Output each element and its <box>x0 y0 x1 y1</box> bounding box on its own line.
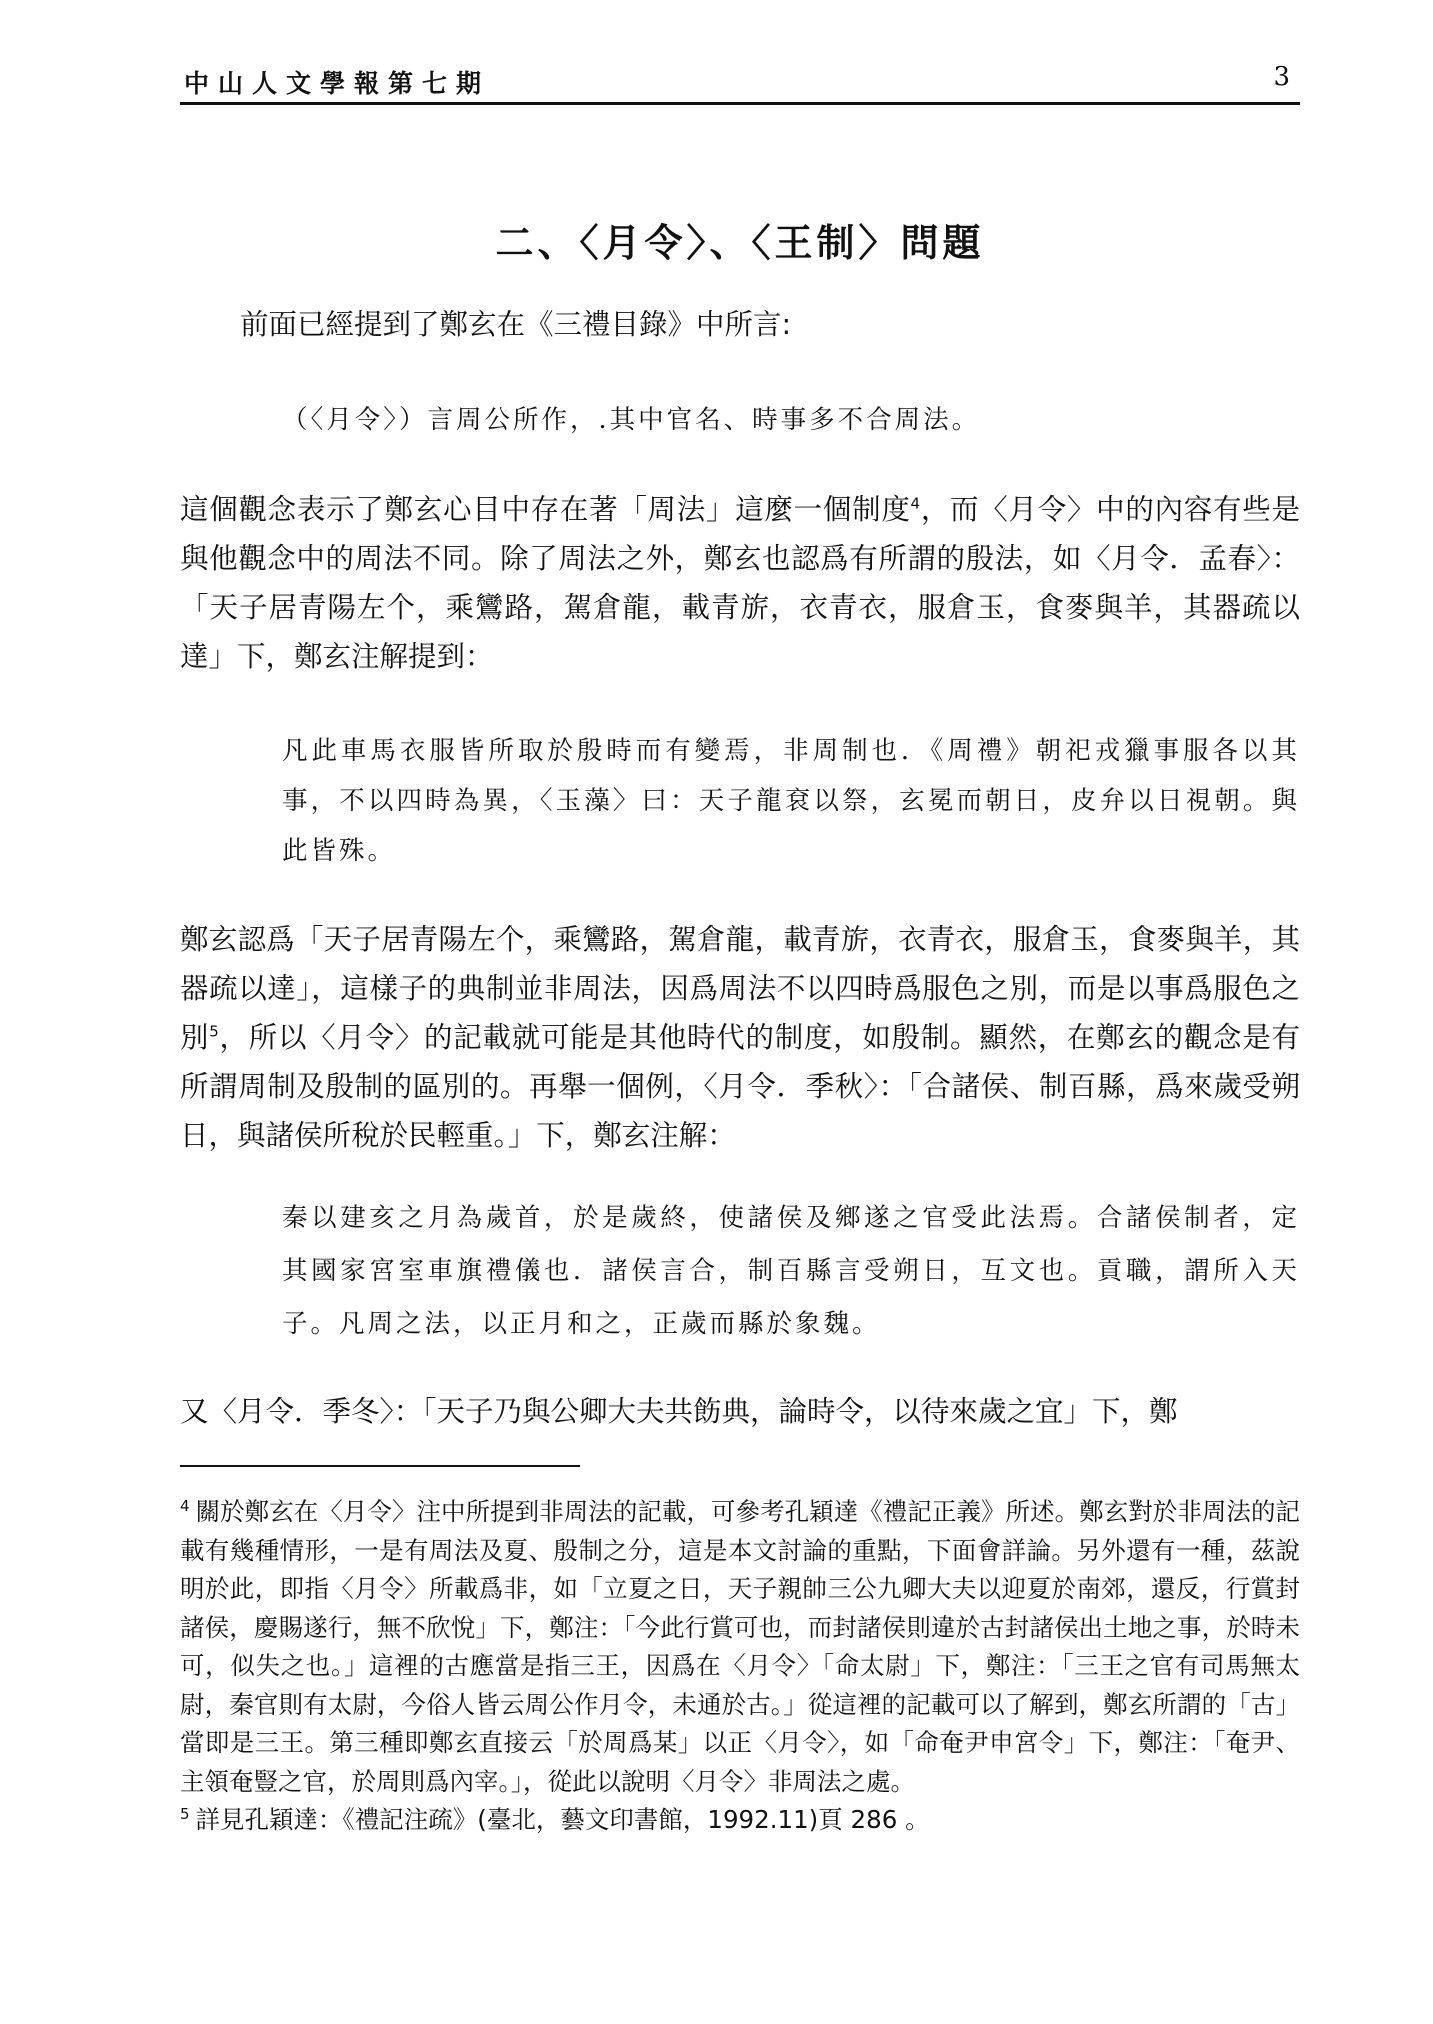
footnote-4: $^4$ 關於鄭玄在〈月令〉注中所提到非周法的記載，可參考孔穎達《禮記正義》所述。鄭玄對於非周法的記載有幾種情形，一是有周法及夏、殷制之分，這是本文討論的重點，下面會詳論。另外還有一種，茲說明於此，即指〈月令〉所載爲非，如「立夏之日，天子親帥三公九卿大夫以迎夏於南郊，還反，行賞封諸侯，慶賜遂行，無不欣悅」下，鄭注：「今此行賞可也，而封諸侯則違於古封諸侯出土地之事，於時未可，似失之也。」這裡的古應當是指三王，因爲在〈月令〉「命太尉」下，鄭注：「三王之官有司馬無太尉，秦官則有太尉，今俗人皆云周公作月令，未通於古。」從這裡的記載可以了解到，鄭玄所謂的「古」當即是三王。第三種即鄭玄直接云「於周爲某」以正〈月令〉，如「命奄尹申宮令」下，鄭注：「奄尹、主領奄豎之官，於周則爲內宰。」，從此以說明〈月令〉非周法之處。 <box>180 1496 1300 1796</box>
footnote-divider <box>180 1465 580 1467</box>
journal-title: 中山人文學報第七期 <box>184 69 491 98</box>
section-heading: 二、〈月令〉、〈王制〉問題 <box>495 221 985 265</box>
footnotes <box>180 1493 1300 1840</box>
block-quote-2: 凡此車馬衣服皆所取於殷時而有變焉，非周制也．《周禮》朝祀戎獵事服各以其事，不以四時為異，〈玉藻〉曰：天子龍袞以祭，玄冕而朝日，皮弁以日視朝。與此皆殊。 <box>282 736 1300 866</box>
intro-paragraph: 前面已經提到了鄭玄在《三禮目錄》中所言: <box>240 308 792 341</box>
page-number: 3 <box>1273 62 1290 92</box>
paragraph-text: ，而〈月令〉中的內容有些是與他觀念中的周法不同。除了周法之外，鄭玄也認爲有所謂的殷法，如〈月令．孟春〉：「天子居青陽左个，乘鸞路，駕倉龍，載青旂，衣青衣，服倉玉，食麥與羊，其器疏以達」下，鄭玄注解提到： <box>180 493 1300 673</box>
footnote-ref-5[interactable]: 5 <box>209 1022 219 1041</box>
footnote-5: $^5$ 詳見孔穎達：《禮記注疏》(臺北，藝文印書館，1992.11)頁 286 。 <box>180 1804 930 1834</box>
paragraph-text: 這個觀念表示了鄭玄心目中存在著「周法」這麼一個制度 <box>180 493 911 526</box>
footnote-text: 詳見孔穎達：《禮記注疏》(臺北，藝文印書館，1992.11)頁 286 。 <box>195 1805 930 1834</box>
block-quote-1: （〈月令〉）言周公所作，.其中官名、時事多不合周法。 <box>282 405 981 435</box>
body-paragraph-2 <box>180 915 1300 1160</box>
body-paragraph-1 <box>180 485 1300 681</box>
footnote-ref-4[interactable]: 4 <box>910 494 921 513</box>
footnote-text: 關於鄭玄在〈月令〉注中所提到非周法的記載，可參考孔穎達《禮記正義》所述。鄭玄對於非周法的記載有幾種情形，一是有周法及夏、殷制之分，這是本文討論的重點，下面會詳論。另外還有一種，茲說明於此，即指〈月令〉所載爲非，如「立夏之日，天子親帥三公九卿大夫以迎夏於南郊，還反，行賞封諸侯，慶賜遂行，無不欣悅」下，鄭注：「今此行賞可也，而封諸侯則違於古封諸侯出土地之事，於時未可，似失之也。」這裡的古應當是指三王，因爲在〈月令〉「命太尉」下，鄭注：「三王之官有司馬無太尉，秦官則有太尉，今俗人皆云周公作月令，未通於古。」從這裡的記載可以了解到，鄭玄所謂的「古」當即是三王。第三種即鄭玄直接云「於周爲某」以正〈月令〉，如「命奄尹申宮令」下，鄭注：「奄尹、主領奄豎之官，於周則爲內宰。」，從此以說明〈月令〉非周法之處。 <box>180 1497 1300 1796</box>
running-header <box>180 62 1300 105</box>
block-quote-3: 秦以建亥之月為歲首，於是歲終，使諸侯及鄉遂之官受此法焉。合諸侯制者，定其國家宮室車旗禮儀也．諸侯言合，制百縣言受朔日，互文也。貢職，謂所入天子。凡周之法，以正月和之，正歲而縣於象魏。 <box>282 1203 1300 1339</box>
body-paragraph-3: 又〈月令．季冬〉：「天子乃與公卿大夫共飭典，論時令，以待來歲之宜」下，鄭 <box>180 1395 1178 1428</box>
paragraph-text: 鄭玄認爲「天子居青陽左个，乘鸞路，駕倉龍，載青旂，衣青衣，服倉玉，食麥與羊，其器疏以達」，這樣子的典制並非周法，因爲周法不以四時爲服色之別，而是以事爲服色之別 <box>180 923 1300 1054</box>
paragraph-text: ，所以〈月令〉的記載就可能是其他時代的制度，如殷制。顯然，在鄭玄的觀念是有所謂周制及殷制的區別的。再舉一個例，〈月令．季秋〉：「合諸侯、制百縣，爲來歲受朔日，與諸侯所稅於民輕重。」下，鄭玄注解： <box>180 1021 1300 1152</box>
